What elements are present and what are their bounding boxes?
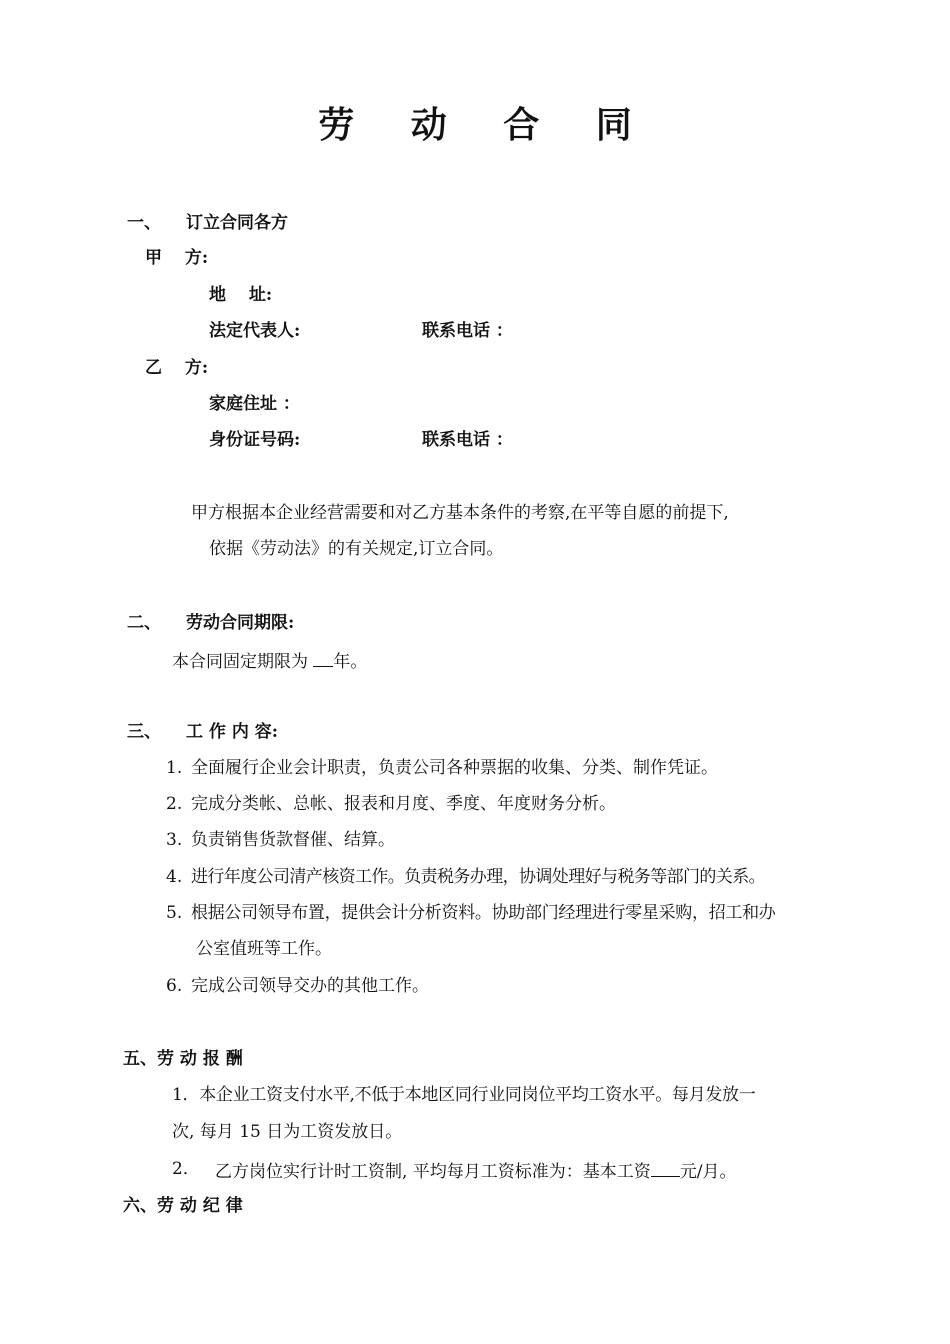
- document-title: 劳 动 合 同: [318, 104, 654, 146]
- term-text: [172, 648, 367, 673]
- section1-number: 一、: [127, 213, 161, 233]
- section2-number: 二、: [127, 613, 161, 633]
- party-a-legal-rep-label: 法定代表人:: [209, 321, 301, 341]
- duty-item-continuation: 公室值班等工作。: [196, 939, 332, 959]
- intro-line-1: 甲方根据本企业经营需要和对乙方基本条件的考察,在平等自愿的前提下,: [191, 503, 729, 523]
- duty-item-text: 进行年度公司清产核资工作。负责税务办理，协调处理好与税务等部门的关系。: [191, 867, 765, 887]
- term-text-before: 本合同固定期限为: [172, 652, 314, 672]
- term-text-after: 年。: [333, 652, 368, 672]
- section5-heading: 五、劳 动 报 酬: [123, 1049, 243, 1069]
- party-a-label: 甲 方:: [145, 248, 209, 268]
- section2-heading: 劳动合同期限:: [186, 613, 295, 633]
- duty-item-text: 完成公司领导交办的其他工作。: [191, 976, 429, 996]
- duty-item-number: 6.: [166, 976, 183, 996]
- term-years-blank: [313, 648, 333, 667]
- section6-heading: 六、劳 动 纪 律: [123, 1196, 243, 1216]
- pay-item-2-number: 2．: [172, 1159, 200, 1179]
- duty-item-text: 根据公司领导布置，提供会计分析资料。协助部门经理进行零星采购，招工和办: [191, 903, 776, 923]
- pay-item-1-line-2: 次, 每月 15 日为工资发放日。: [172, 1122, 403, 1142]
- pay-item-2-after: 元/月。: [679, 1162, 737, 1182]
- duty-item-text: 全面履行企业会计职责，负责公司各种票据的收集、分类、制作凭证。: [191, 758, 718, 778]
- party-a-phone-label: 联系电话 ：: [422, 321, 513, 341]
- party-b-home-address-label: 家庭住址 ：: [209, 394, 300, 414]
- duty-item-number: 5.: [166, 903, 183, 923]
- intro-line-2: 依据《劳动法》的有关规定,订立合同。: [209, 539, 504, 559]
- basic-salary-blank: [651, 1158, 680, 1177]
- duty-item-number: 4.: [166, 867, 183, 887]
- pay-item-1-line-1: 1．本企业工资支付水平,不低于本地区同行业同岗位平均工资水平。每月发放一: [172, 1085, 756, 1105]
- duty-item-number: 3.: [166, 830, 183, 850]
- party-b-label: 乙 方:: [145, 358, 209, 378]
- duty-item-text: 负责销售货款督催、结算。: [191, 830, 395, 850]
- duty-item-text: 完成分类帐、总帐、报表和月度、季度、年度财务分析。: [191, 794, 616, 814]
- party-b-phone-label: 联系电话 ：: [422, 430, 513, 450]
- duty-item-number: 1.: [166, 758, 183, 778]
- pay-item-2-text: [215, 1158, 737, 1183]
- duty-item-number: 2.: [166, 794, 183, 814]
- pay-item-2-before: 乙方岗位实行计时工资制, 平均每月工资标准为：基本工资: [215, 1162, 651, 1182]
- section3-number: 三、: [127, 722, 161, 742]
- section3-heading: 工 作 内 容:: [186, 722, 279, 742]
- party-a-address-label: 地 址:: [209, 285, 273, 305]
- party-b-id-label: 身份证号码:: [209, 430, 301, 450]
- section1-heading: 订立合同各方: [186, 213, 288, 233]
